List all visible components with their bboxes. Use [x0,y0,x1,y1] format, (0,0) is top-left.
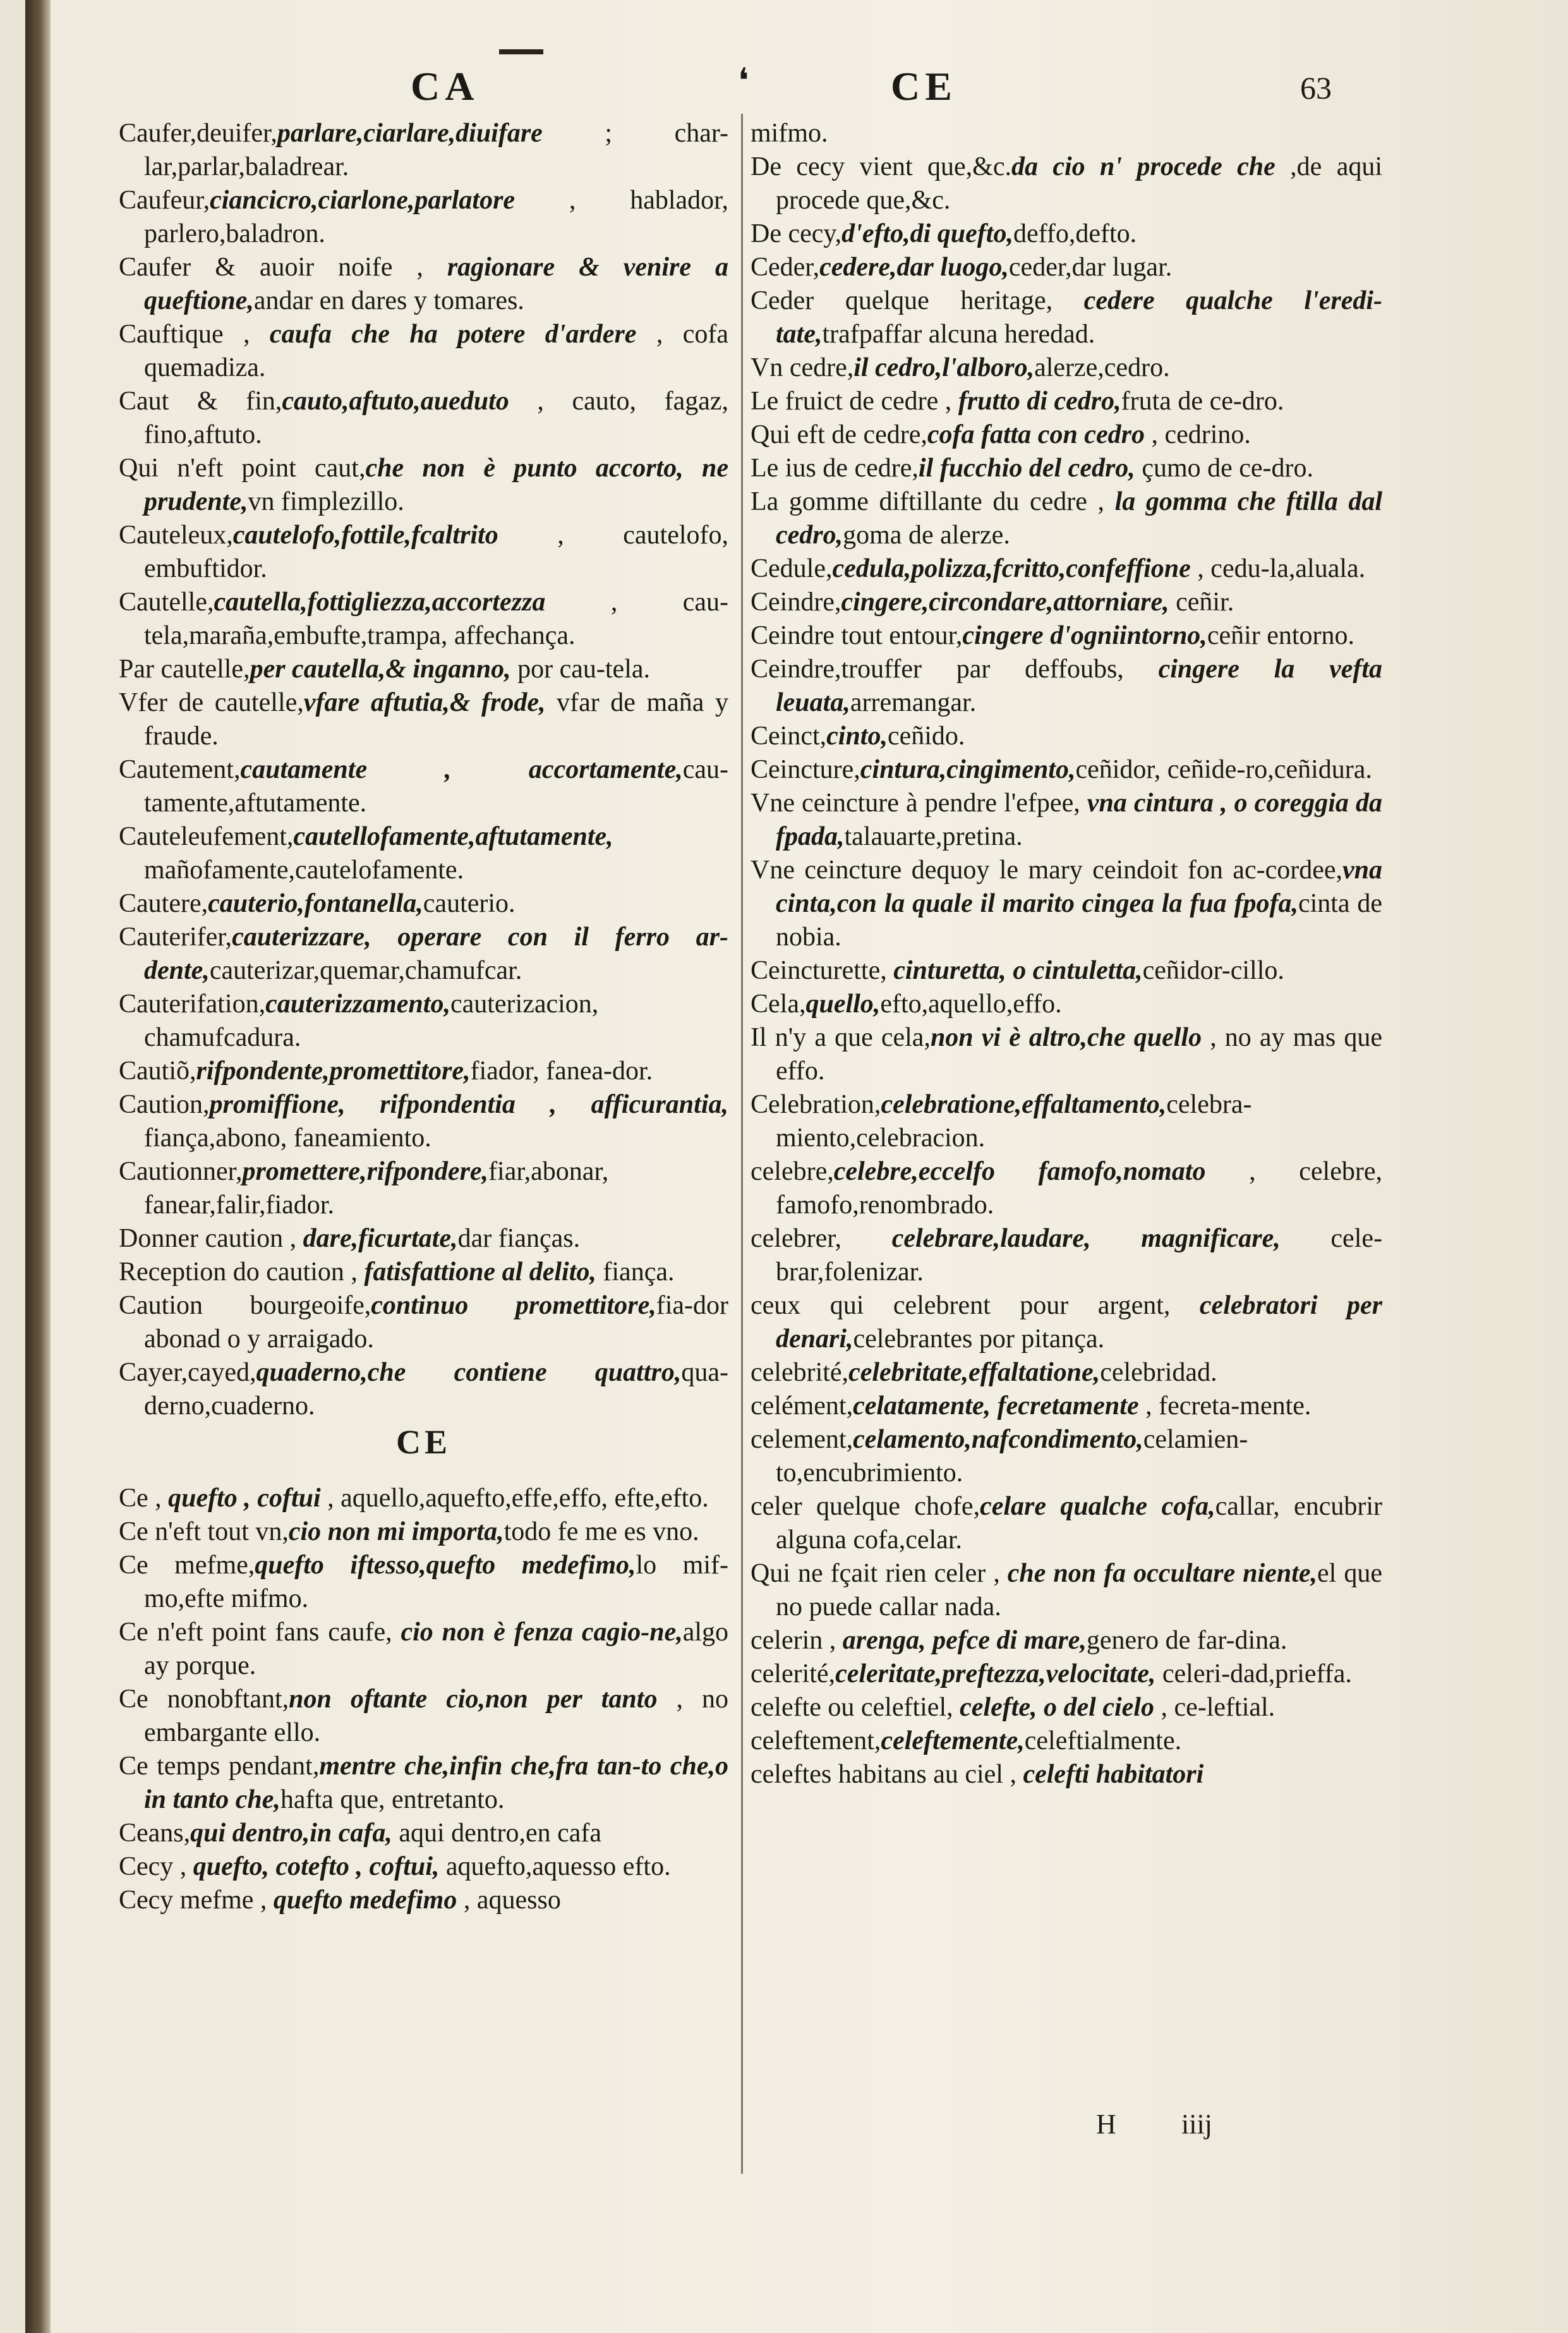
french-headword: celefte ou celeftiel, [751,1693,960,1722]
dictionary-entry [751,1758,1382,1791]
dictionary-entry [119,385,728,452]
french-headword: Cayer,cayed, [119,1358,256,1387]
dictionary-entry [119,519,728,586]
french-headword: celement, [751,1425,853,1454]
spanish-gloss: , cedu-la,aluala. [1190,554,1366,583]
french-headword: Caut & fin, [119,387,282,416]
french-headword: Cela, [751,990,806,1019]
italian-gloss: celebrare,laudare, magnificare, [891,1224,1281,1253]
french-headword: celerité, [751,1659,836,1688]
spanish-gloss: , cofa quemadiza. [144,320,728,382]
french-headword: Vn cedre, [751,353,854,382]
french-headword: Caution, [119,1090,210,1119]
spanish-gloss: cauterizar,quemar,chamufcar. [209,956,522,985]
dictionary-entry [751,1691,1382,1724]
dictionary-entry [119,1750,728,1817]
dictionary-entry [751,988,1382,1021]
spanish-gloss: ; char-lar,parlar,baladrear. [144,119,728,181]
dictionary-entry [751,385,1382,418]
french-headword: Ceder quelque heritage, [751,286,1084,315]
french-headword: Cedule, [751,554,833,583]
italian-gloss: quefto , coftui [168,1484,321,1513]
italian-gloss: quefto, cotefto , coftui, [193,1852,440,1881]
spanish-gloss: fiança. [596,1257,675,1287]
dictionary-page [25,0,1541,2333]
french-headword: Le fruict de cedre , [751,387,958,416]
italian-gloss: la gomma che ftilla dal cedro, [776,487,1382,550]
italian-gloss: parlare,ciarlare,diuifare [277,119,543,148]
header-ornament: ❛ [738,62,749,100]
italian-gloss: quello, [805,990,881,1019]
dictionary-entry [119,921,728,988]
spanish-gloss: genero de far-dina. [1086,1626,1288,1655]
italian-gloss: celebratori per denari, [776,1291,1382,1354]
french-headword: Caution bourgeoife, [119,1291,371,1320]
spanish-gloss: celebra-miento,celebracion. [776,1090,1252,1153]
spanish-gloss: dar fianças. [457,1224,581,1253]
dictionary-entry [751,1657,1382,1691]
italian-gloss: celatamente, fecretamente [853,1391,1139,1421]
french-headword: celer quelque chofe, [751,1492,980,1521]
spanish-gloss: lo mif-mo,efte mifmo. [144,1551,728,1613]
dictionary-entry [751,351,1382,385]
spanish-gloss: fiança,abono, faneamiento. [144,1124,431,1153]
dictionary-entry [751,251,1382,284]
italian-gloss: cauterizzare, operare con il ferro ar-dente, [144,923,728,985]
spanish-gloss: el que no puede callar nada. [776,1559,1382,1621]
french-headword: Celebration, [751,1090,881,1119]
spanish-gloss: vfar de maña y fraude. [144,688,728,751]
italian-gloss: cauterizzamento, [265,990,450,1019]
spanish-gloss: alerze,cedro. [1034,353,1170,382]
french-headword: Qui n'eft point caut, [119,454,366,483]
spanish-gloss: , aquello,aquefto,effe,effo, efte,efto. [320,1484,709,1513]
dictionary-entry [119,1222,728,1256]
dictionary-entry [119,1256,728,1289]
dictionary-entry [751,117,1382,150]
french-headword: ceux qui celebrent pour argent, [751,1291,1200,1320]
italian-gloss: ciancicro,ciarlone,parlatore [210,186,516,215]
french-headword: celebrer, [751,1224,892,1253]
french-headword: Ceindre,trouffer par deffoubs, [751,655,1159,684]
spanish-gloss: ceder,dar lugar. [1008,253,1173,282]
right-column [751,117,1382,1791]
italian-gloss: cio non è fenza cagio-ne, [401,1618,683,1647]
running-head-right: CE [891,64,957,109]
spanish-gloss: ceñir entorno. [1207,621,1355,650]
italian-gloss: celefte, o del cielo [960,1693,1154,1722]
french-headword: Cauftique , [119,320,270,349]
italian-gloss: cio non mi importa, [288,1517,504,1546]
spanish-gloss: , fecreta-mente. [1138,1391,1312,1421]
spanish-gloss: callar, encubrir alguna cofa,celar. [776,1492,1382,1554]
dictionary-entry [751,653,1382,720]
french-headword: De cecy vient que,&c. [751,152,1011,181]
italian-gloss: non vi è altro,che quello [930,1023,1202,1052]
italian-gloss: celeftemente, [881,1726,1025,1755]
left-entries [119,117,728,1423]
french-headword: Cauterifer, [119,923,232,952]
spanish-gloss: mifmo. [751,119,828,148]
french-headword: Cecy mefme , [119,1886,274,1915]
dictionary-entry [119,117,728,184]
dictionary-entry [119,686,728,753]
french-headword: Cautiõ, [119,1057,196,1086]
italian-gloss: cedula,polizza,fcritto,confeffione [832,554,1191,583]
dictionary-entry [751,217,1382,251]
french-headword: Ce n'eft point fans caufe, [119,1618,401,1647]
italian-gloss: celamento,nafcondimento, [853,1425,1143,1454]
italian-gloss: promiffione, rifpondentia , afficurantia, [209,1090,728,1119]
french-headword: Qui ne fçait rien celer , [751,1559,1008,1588]
dictionary-entry [751,1423,1382,1490]
right-entries [751,117,1382,1791]
spanish-gloss: fiar,abonar, fanear,falir,fiador. [144,1157,609,1220]
dictionary-entry [751,1557,1382,1624]
spanish-gloss: efto,aquello,effo. [880,990,1062,1019]
dictionary-entry [119,1817,728,1850]
dictionary-entry [119,1616,728,1683]
dictionary-entry [119,184,728,251]
italian-gloss: cauto,aftuto,aueduto [282,387,509,416]
spanish-gloss: cau-tamente,aftutamente. [144,755,728,818]
dictionary-entry [751,854,1382,954]
dictionary-entry [751,753,1382,787]
french-headword: Reception do caution , [119,1257,365,1287]
dictionary-entry [119,452,728,519]
french-headword: Ceinct, [751,722,827,751]
french-headword: Le ius de cedre, [751,454,919,483]
spanish-gloss: qua-derno,cuaderno. [144,1358,728,1421]
italian-gloss: d'efto,di quefto, [841,219,1013,248]
dictionary-entry [119,586,728,653]
dictionary-entry [751,1724,1382,1758]
italian-gloss: celare qualche cofa, [980,1492,1215,1521]
french-headword: Ceans, [119,1819,191,1848]
french-headword: Par cautelle, [119,655,250,684]
dictionary-entry [119,251,728,318]
french-headword: Cautere, [119,889,208,918]
spanish-gloss: fruta de ce-dro. [1121,387,1284,416]
dictionary-entry [119,1289,728,1356]
italian-gloss: cautellofamente,aftutamente, [293,822,613,851]
italian-gloss: qui dentro,in cafa, [190,1819,392,1848]
italian-gloss: vna cinta,con la quale il marito cingea la fua fpofa, [776,856,1382,918]
dictionary-entry [751,586,1382,619]
french-headword: Cauteleux, [119,521,233,550]
spanish-gloss: fiador, fanea-dor. [470,1057,653,1086]
spanish-gloss: , celebre, famofo,renombrado. [776,1157,1382,1220]
spanish-gloss: cinta de nobia. [776,889,1383,952]
italian-gloss: celebre,eccelfo famofo,nomato [833,1157,1206,1186]
italian-gloss: che non fa occultare niente, [1007,1559,1318,1588]
spanish-gloss: ceñido. [887,722,965,751]
left-column [119,117,728,1917]
french-headword: Ceincture, [751,755,860,784]
italian-gloss: cautelofo,fottile,fcaltrito [232,521,498,550]
dictionary-entry [119,887,728,921]
italian-gloss: celeritate,preftezza,velocitate, [835,1659,1156,1688]
dictionary-entry [119,820,728,887]
french-headword: Ceder, [751,253,820,282]
dictionary-entry [119,1088,728,1155]
french-headword: celeftes habitans au ciel , [751,1760,1023,1789]
french-headword: celerin , [751,1626,843,1655]
spanish-gloss: fia-dor abonad o y arraigado. [144,1291,728,1354]
spanish-gloss: trafpaffar alcuna heredad. [822,320,1095,349]
dictionary-entry [751,1155,1382,1222]
dictionary-entry [119,1683,728,1750]
french-headword: Caufeur, [119,186,210,215]
italian-gloss: cintura,cingimento, [860,755,1076,784]
italian-gloss: celebritate,effaltatione, [848,1358,1101,1387]
french-headword: Vne ceincture dequoy le mary ceindoit fon ac-cordee, [751,856,1342,885]
french-headword: Cauterifation, [119,990,266,1019]
french-headword: Cecy , [119,1852,193,1881]
italian-gloss: continuo promettitore, [371,1291,656,1320]
column-divider [741,114,743,2174]
spanish-gloss: celamien-to,encubrimiento. [776,1425,1248,1488]
spanish-gloss: vn fimplezillo. [248,487,404,516]
dictionary-entry [751,1289,1382,1356]
italian-gloss: promettere,rifpondere, [242,1157,489,1186]
spanish-gloss: , no ay mas que effo. [776,1023,1382,1086]
spanish-gloss: , aquesso [457,1886,561,1915]
french-headword: Cauteleufement, [119,822,294,851]
french-headword: Vfer de cautelle, [119,688,304,717]
dictionary-entry [751,720,1382,753]
dictionary-entry [751,1088,1382,1155]
italian-gloss: rifpondente,promettitore, [196,1057,471,1086]
italian-gloss: cingere,circondare,attorniare, [841,588,1169,617]
spanish-gloss: , no embargante ello. [144,1685,728,1747]
spanish-gloss: , cau-tela,maraña,embufte,trampa, affechança. [144,588,728,650]
dictionary-entry [751,552,1382,586]
running-head-left: CA [411,64,479,109]
dictionary-entry [119,1884,728,1917]
spanish-gloss: hafta que, entretanto. [280,1785,505,1814]
spanish-gloss: celebrantes por pitança. [853,1324,1105,1354]
italian-gloss: ragionare & venire a queftione, [144,253,728,315]
spanish-gloss: celeri-dad,prieffa. [1155,1659,1352,1688]
dictionary-entry [751,150,1382,217]
spanish-gloss: , cedrino. [1144,420,1251,449]
section-heading: CE [395,1423,451,1461]
french-headword: Caufer,deuifer, [119,119,277,148]
french-headword: Donner caution , [119,1224,303,1253]
dictionary-entry [751,954,1382,988]
spanish-gloss: todo fe me es vno. [504,1517,699,1546]
italian-gloss: cinturetta, o cintuletta, [893,956,1143,985]
italian-gloss: dare,ficurtate, [303,1224,458,1253]
dictionary-entry [751,452,1382,485]
spanish-gloss: çumo de ce-dro. [1135,454,1314,483]
spanish-gloss: celebridad. [1100,1358,1217,1387]
spanish-gloss: arremangar. [850,688,977,717]
dictionary-entry [119,653,728,686]
french-headword: Qui eft de cedre, [751,420,927,449]
italian-gloss: che non è punto accorto, ne prudente, [144,454,728,516]
dictionary-entry [119,1055,728,1088]
french-headword: celeftement, [751,1726,881,1755]
french-headword: Cautionner, [119,1157,243,1186]
spanish-gloss: andar en dares y tomares. [253,286,524,315]
french-headword: Caufer & auoir noife , [119,253,447,282]
dictionary-entry [751,1624,1382,1657]
italian-gloss: celebratione,effaltamento, [881,1090,1167,1119]
dictionary-entry [119,753,728,820]
dictionary-entry [751,619,1382,653]
italian-gloss: cedere qualche l'eredi-tate, [776,286,1382,349]
italian-gloss: quaderno,che contiene quattro, [256,1358,682,1387]
dictionary-entry [751,787,1382,854]
italian-gloss: cinto, [826,722,888,751]
spanish-gloss: ceñir. [1169,588,1234,617]
dictionary-entry [119,1850,728,1884]
italian-gloss: fatisfattione al delito, [364,1257,596,1287]
dictionary-entry [119,1356,728,1423]
dictionary-entry [119,1482,728,1515]
dictionary-entry [751,418,1382,452]
dictionary-entry [751,485,1382,552]
dictionary-entry [751,284,1382,351]
italian-gloss: per cautella,& inganno, [250,655,511,684]
french-headword: celebre, [751,1157,834,1186]
spanish-gloss: mañofamente,cautelofamente. [144,856,464,885]
dictionary-entry [751,1490,1382,1557]
french-headword: Ce nonobftant, [119,1685,289,1714]
spanish-gloss: por cau-tela. [510,655,651,684]
book-binding-edge [25,0,51,2333]
signature-mark: H [1096,2109,1116,2140]
dictionary-entry [119,1549,728,1616]
dictionary-entry [119,988,728,1055]
french-headword: Cautelle, [119,588,214,617]
french-headword: Ce , [119,1484,169,1513]
italian-gloss: frutto di cedro, [958,387,1121,416]
dictionary-entry [119,1515,728,1549]
spanish-gloss: ,de aqui procede que,&c. [776,152,1383,215]
italian-gloss: il cedro,l'alboro, [853,353,1035,382]
dictionary-entry [119,1155,728,1222]
spanish-gloss: , hablador, parlero,baladron. [144,186,728,248]
french-headword: Ceincturette, [751,956,894,985]
spanish-gloss: celeftialmente. [1024,1726,1182,1755]
italian-gloss: non oftante cio,non per tanto [289,1685,658,1714]
spanish-gloss: aquefto,aquesso efto. [439,1852,671,1881]
french-headword: celebrité, [751,1358,849,1387]
italian-gloss: cofa fatta con cedro [927,420,1145,449]
spanish-gloss: , ce-leftial. [1154,1693,1276,1722]
page-number: 63 [1300,70,1332,106]
spanish-gloss: cele-brar,folenizar. [776,1224,1382,1287]
spanish-gloss: aqui dentro,en cafa [392,1819,602,1848]
dictionary-entry [751,1390,1382,1423]
italian-gloss: cautella,fottigliezza,accortezza [214,588,546,617]
spanish-gloss: ceñidor-cillo. [1142,956,1284,985]
spanish-gloss: goma de alerze. [843,521,1010,550]
spanish-gloss: ceñidor, ceñide-ro,ceñidura. [1075,755,1372,784]
french-headword: Ce n'eft tout vn, [119,1517,289,1546]
spanish-gloss: algo ay porque. [144,1618,729,1680]
leaf-number: iiij [1181,2109,1212,2140]
italian-gloss: quefto medefimo [273,1886,457,1915]
french-headword: Cautement, [119,755,241,784]
spanish-gloss: cauterio. [423,889,516,918]
dictionary-entry [751,1356,1382,1390]
italian-gloss: cedere,dar luogo, [819,253,1009,282]
french-headword: La gomme diftillante du cedre , [751,487,1115,516]
spanish-gloss: talauarte,pretina. [844,822,1023,851]
italian-gloss: cauterio,fontanella, [208,889,423,918]
italian-gloss: arenga, pefce di mare, [842,1626,1087,1655]
italian-gloss: il fucchio del cedro, [918,454,1135,483]
french-headword: Il n'y a que cela, [751,1023,931,1052]
italian-gloss: vfare aftutia,& frode, [303,688,546,717]
french-headword: celément, [751,1391,853,1421]
french-headword: Ce temps pendant, [119,1752,320,1781]
french-headword: De cecy, [751,219,842,248]
italian-gloss: da cio n' procede che [1011,152,1276,181]
spanish-gloss: deffo,defto. [1013,219,1137,248]
italian-gloss: cingere la vefta leuata, [776,655,1383,717]
italian-gloss: cautamente , accortamente, [240,755,683,784]
italian-gloss: quefto iftesso,quefto medefimo, [255,1551,636,1580]
left-ce-entries [119,1482,728,1917]
dictionary-entry [751,1222,1382,1289]
italian-gloss: vna cintura , o coreggia da fpada, [776,789,1383,851]
italian-gloss: celefti habitatori [1023,1760,1204,1789]
spanish-gloss: cauterizacion, chamufcadura. [144,990,599,1052]
spanish-gloss: , cauto, fagaz, fino,aftuto. [144,387,728,449]
french-headword: Ceindre tout entour, [751,621,963,650]
dictionary-entry [119,318,728,385]
spanish-gloss: , cautelofo, embuftidor. [144,521,728,583]
french-headword: Ceindre, [751,588,841,617]
italian-gloss: cingere d'ogniintorno, [962,621,1207,650]
french-headword: Vne ceincture à pendre l'efpee, [751,789,1087,818]
italian-gloss: caufa che ha potere d'ardere [269,320,637,349]
french-headword: Ce mefme, [119,1551,255,1580]
dictionary-entry [751,1021,1382,1088]
italian-gloss: mentre che,infin che,fra tan-to che,o in tanto che, [144,1752,728,1814]
header-rule [499,49,543,54]
